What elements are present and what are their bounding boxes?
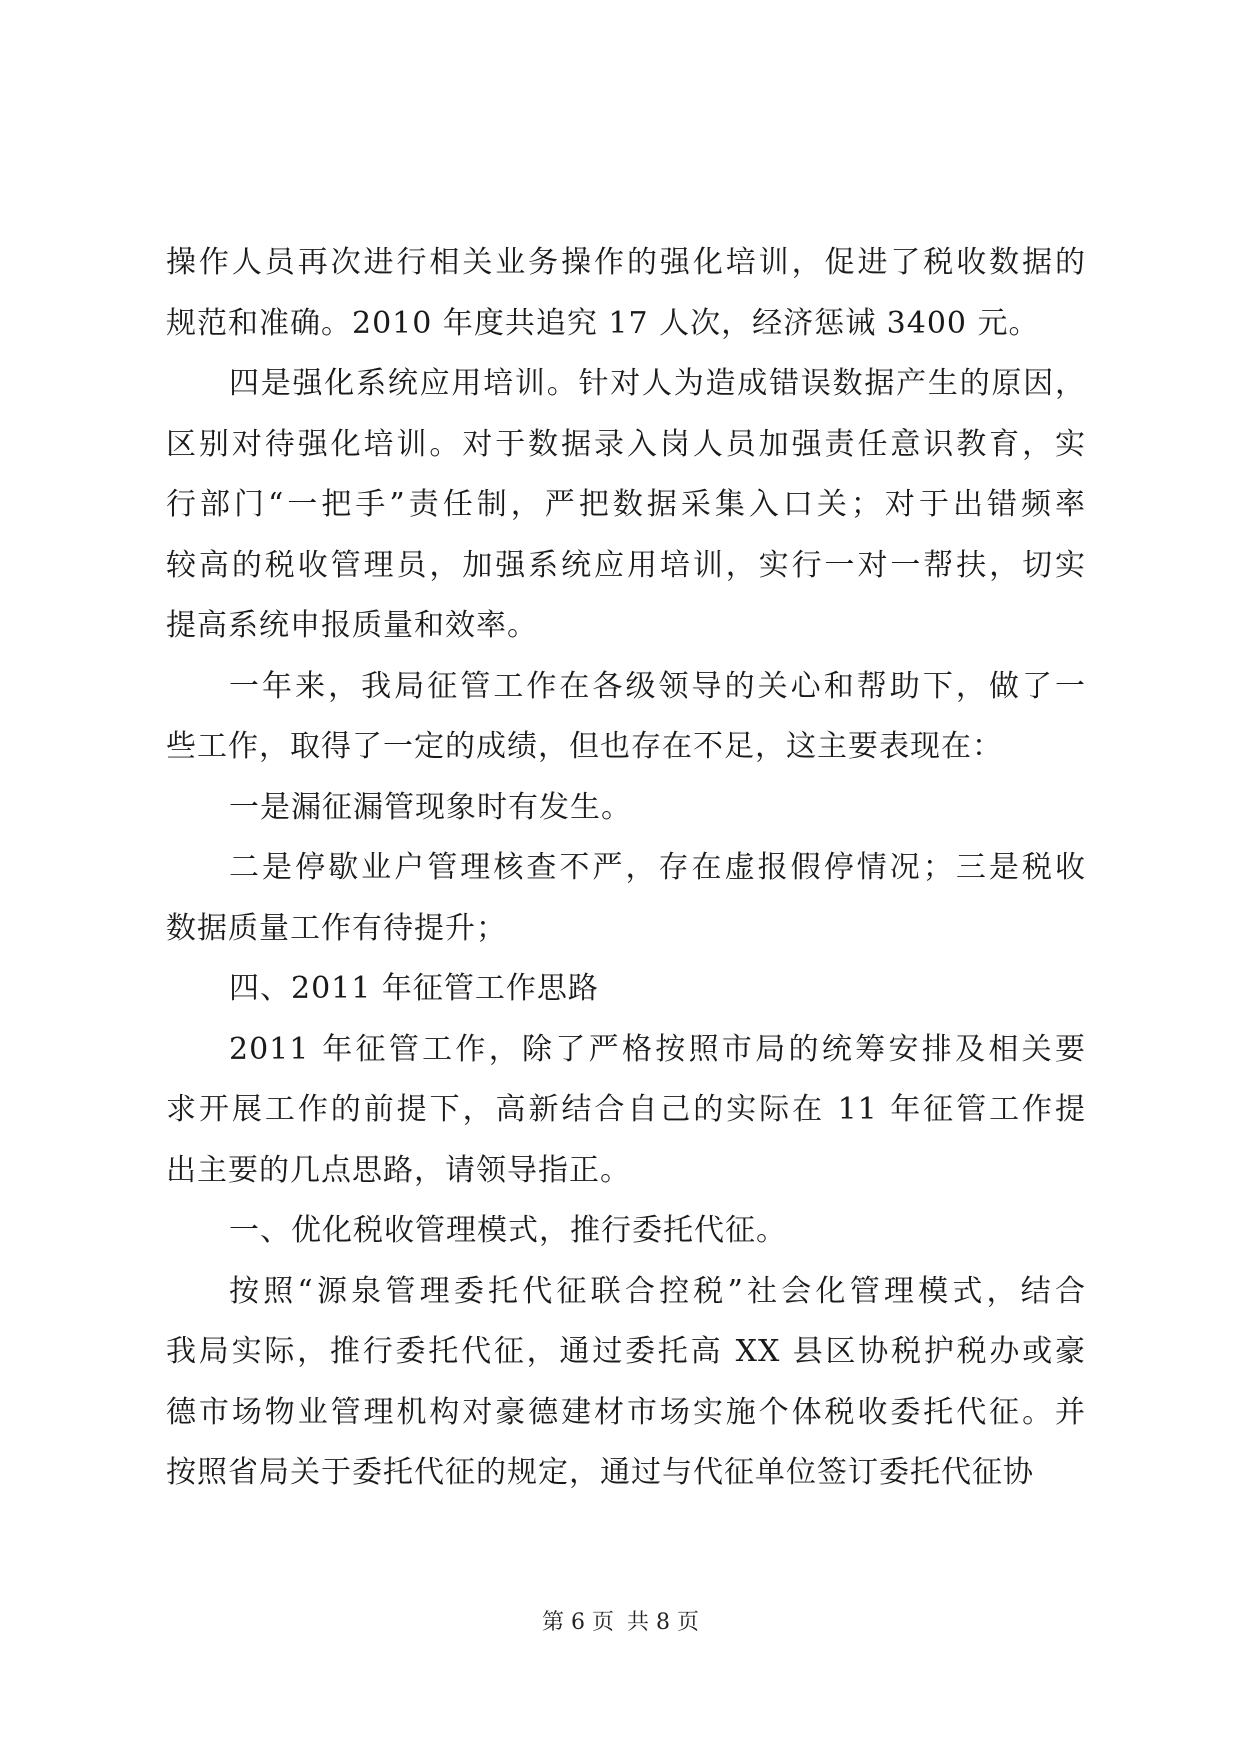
text-line: 四、2011 年征管工作思路 (229, 971, 599, 1006)
text-line: 区别对待强化培训。对于数据录入岗人员加强责任意识教育，实 (166, 426, 1086, 462)
text-line: 2011 年征管工作，除了严格按照市局的统筹安排及相关要 (229, 1031, 1086, 1067)
paragraph (166, 959, 1086, 1020)
text-line: 较高的税收管理员，加强系统应用培训，实行一对一帮扶，切实 (166, 547, 1086, 583)
text-line: 二是停歇业户管理核查不严，存在虚报假停情况；三是税收 (229, 850, 1086, 885)
text-line: 德市场物业管理机构对豪德建材市场实施个体税收委托代征。并 (166, 1394, 1086, 1430)
text-line: 我局实际，推行委托代征，通过委托高 XX 县区协税护税办或豪 (166, 1334, 1086, 1369)
text-line: 一是漏征漏管现象时有发生。 (229, 789, 632, 825)
text-line: 一、优化税收管理模式，推行委托代征。 (229, 1213, 787, 1248)
text-line: 规范和准确。2010 年度共追究 17 人次，经济惩诫 3400 元。 (166, 305, 1040, 341)
paragraph (166, 233, 1086, 354)
paragraph (166, 838, 1086, 959)
text-line: 操作人员再次进行相关业务操作的强化培训，促进了税收数据的 (166, 245, 1086, 280)
paragraph (166, 778, 1086, 839)
text-line: 数据质量工作有待提升； (166, 910, 507, 946)
text-line: 出主要的几点思路，请领导指正。 (166, 1152, 631, 1188)
text-line: 些工作，取得了一定的成绩，但也存在不足，这主要表现在： (166, 729, 1003, 764)
text-line: 一年来，我局征管工作在各级领导的关心和帮助下，做了一 (229, 668, 1086, 704)
page-number-current: 第 6 页 (542, 1610, 614, 1635)
paragraph (166, 1262, 1086, 1504)
paragraph (166, 1020, 1086, 1202)
text-line: 按照“源泉管理委托代征联合控税”社会化管理模式，结合 (229, 1273, 1086, 1309)
text-line: 提高系统申报质量和效率。 (166, 608, 538, 643)
text-line: 求开展工作的前提下，高新结合自己的实际在 11 年征管工作提 (166, 1092, 1086, 1127)
paragraph (166, 1201, 1086, 1262)
page-footer (0, 1608, 1241, 1638)
paragraph (166, 657, 1086, 778)
paragraph (166, 354, 1086, 657)
page-number-total: 共 8 页 (627, 1610, 699, 1635)
body-text (166, 233, 1086, 1504)
text-line: 按照省局关于委托代征的规定，通过与代征单位签订委托代征协 (166, 1455, 1034, 1490)
text-line: 四是强化系统应用培训。针对人为造成错误数据产生的原因， (229, 366, 1086, 401)
text-line: 行部门“一把手”责任制，严把数据采集入口关；对于出错频率 (166, 487, 1086, 522)
